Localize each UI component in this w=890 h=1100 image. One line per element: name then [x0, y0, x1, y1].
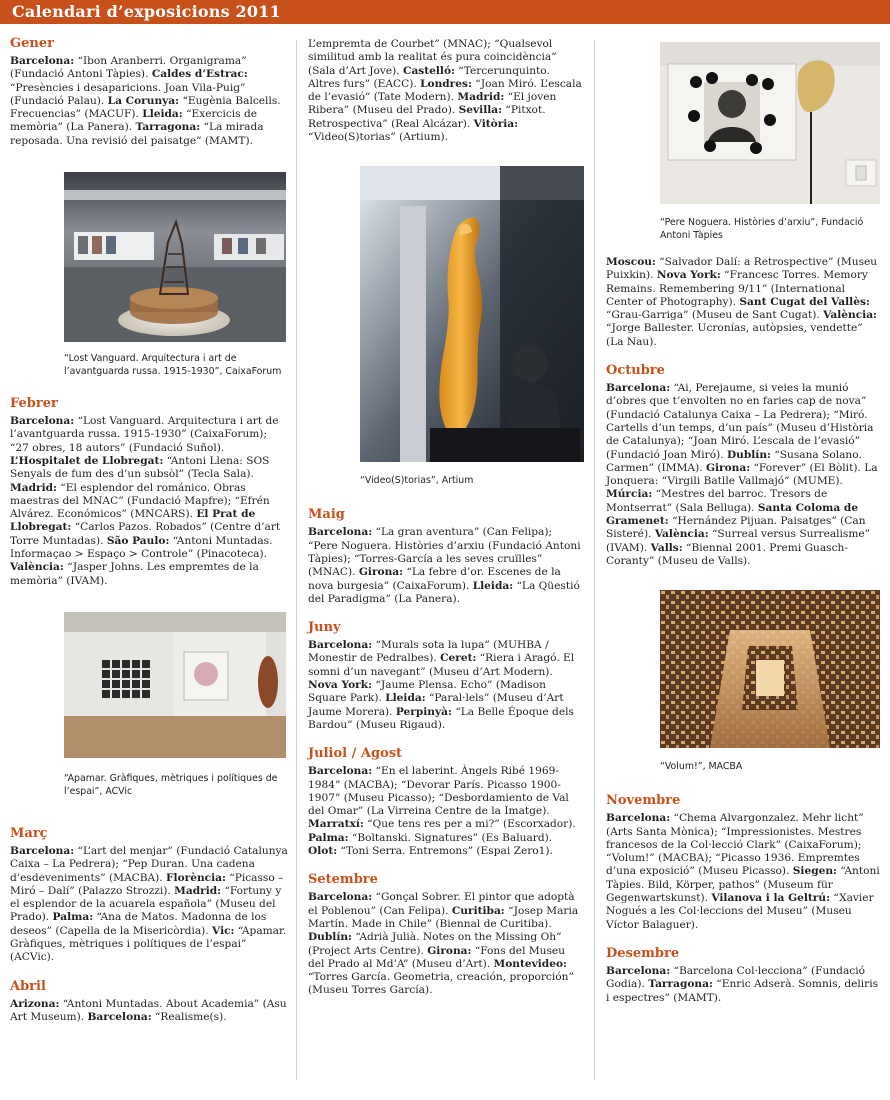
city-name: Vilanova i la Geltrú:	[711, 892, 830, 905]
exhibition-text: “La mirada reposada. Una revisió del paisatge” (MAMT).	[10, 121, 264, 147]
photo-pere-noguera	[660, 42, 880, 204]
city-name: Girona:	[705, 461, 751, 474]
month-entries-setembre-continued	[606, 256, 880, 349]
exhibition-text: “Gonçal Sobrer. El pintor que adoptà el Poblenou” (Can Felipa).	[308, 891, 575, 917]
city-name: L’Hospitalet de Llobregat:	[10, 454, 164, 467]
city-name: Caldes d’Estrac:	[151, 68, 248, 81]
city-name: Sevilla:	[458, 104, 503, 117]
city-name: Valls:	[650, 541, 683, 554]
gallery-image	[660, 590, 880, 748]
month-heading-maig: Maig	[308, 507, 345, 523]
header-bar	[0, 0, 890, 24]
exhibition-text: “Fons del Museu del Prado al Md’A” (Museu d’Art).	[308, 944, 566, 970]
exhibition-text: “Adrià Julià. Notes on the Missing Oh” (Project Arts Centre).	[308, 931, 562, 957]
gallery-image	[360, 166, 584, 462]
month-heading-novembre: Novembre	[606, 793, 681, 809]
city-name: Vitòria:	[473, 117, 519, 130]
city-name: Florència:	[166, 871, 226, 884]
city-name: Barcelona:	[606, 812, 671, 825]
city-name: Madrid:	[174, 884, 222, 897]
city-name: Barcelona:	[308, 526, 373, 539]
exhibition-text: “Josep Maria Martín. Made in Chile” (Biennal de Curitiba).	[308, 904, 579, 930]
city-name: Madrid:	[457, 91, 505, 104]
exhibition-text: “Grau-Garriga” (Museu de Sant Cugat).	[606, 309, 824, 322]
city-name: Barcelona:	[10, 415, 75, 428]
city-name: Vic:	[212, 924, 235, 937]
city-name: València:	[654, 528, 709, 541]
city-name: Marratxí:	[308, 818, 364, 831]
column-1	[10, 36, 288, 1024]
city-name: Barcelona:	[606, 382, 671, 395]
exhibition-text: “Surreal versus Surrealisme” (IVAM).	[606, 528, 871, 554]
exhibition-text: “La Qüestió del Paradigma” (La Panera).	[308, 579, 580, 605]
city-name: Palma:	[52, 911, 94, 924]
exhibition-text: “Riera i Aragó. El somni d’un navegant” (Museu d’Art Modern).	[308, 652, 575, 678]
exhibition-text: “Boltanski. Signatures” (Es Baluard).	[348, 831, 553, 844]
city-name: Nova York:	[308, 679, 372, 692]
city-name: Dublín:	[726, 448, 771, 461]
month-heading-juliol-agost: Juliol / Agost	[308, 746, 403, 762]
month-entries-gener	[10, 55, 288, 148]
city-name: Barcelona:	[308, 765, 373, 778]
city-name: Barcelona:	[87, 1010, 152, 1023]
exhibition-text: “Enric Adserà. Somnis, deliris i espectres” (MAMT).	[606, 978, 879, 1004]
city-name: Castelló:	[403, 64, 455, 77]
photo-volum	[660, 590, 880, 748]
photo-caption: “Lost Vanguard. Arquitectura i art de l’avantguarda russa. 1915-1930”, CaixaForum	[64, 353, 282, 378]
city-name: Arizona:	[10, 997, 60, 1010]
exhibition-text: “Torres García. Geometria, creación, proporción” (Museu Torres García).	[308, 971, 574, 997]
exhibition-text: “Francesc Torres. Memory Remains. Remembering 9/11” (International Center of Photography).	[606, 269, 868, 308]
exhibition-text: “Antoni Tàpies. Bild, Körper, pathos” (Museum für Gegenwartskunst).	[606, 865, 880, 905]
exhibition-text: “Murals sota la lupa” (MUHBA / Monestir de Pedralbes).	[308, 639, 549, 665]
exhibition-text: “Antoni Llena: SOS Senyals de fum des d’un subsòl” (Tecla Sala).	[10, 454, 270, 481]
exhibition-text: “Que tens res per a mi?” (Escorxador).	[363, 818, 576, 831]
month-entries-febrer	[10, 415, 288, 588]
exhibition-text: “Barcelona Col·lecciona” (Fundació Godia).	[606, 964, 865, 991]
exhibition-text: “El esplendor del románico. Obras maestras del MNAC” (Fundació Mapfre); “Efrén Alvárez. Económicos” (MNCARS).	[10, 481, 270, 521]
month-entries-novembre	[606, 812, 880, 932]
city-name: Lleida:	[385, 692, 426, 705]
exhibition-text: “Jasper Johns. Les empremtes de la memòria” (IVAM).	[10, 561, 259, 587]
month-entries-abril	[10, 998, 288, 1025]
exhibition-text: “Jaume Plensa. Echo” (Madison Square Park).	[308, 679, 546, 705]
exhibition-text: “Salvador Dalí: a Retrospective” (Museu Puixkin).	[606, 256, 878, 282]
city-name: Lleida:	[472, 579, 514, 592]
month-entries-desembre	[606, 965, 880, 1005]
photo-caption: “Video(S)torias”, Artium	[360, 475, 474, 487]
exhibition-text: “Lost Vanguard. Arquitectura i art de l’avantguarda russa. 1915-1930” (CaixaForum); “27 obres, 18 autors” (Fundació Suñol).	[10, 415, 279, 454]
exhibition-text: L’empremta de Courbet” (MNAC); “Qualsevol similitud amb la realitat és pura coincidència” (Sala d’Art Jove).	[308, 38, 557, 77]
city-name: Dublín:	[308, 931, 352, 944]
exhibition-text: “La Belle Époque dels Bardou” (Museu Rigaud).	[308, 705, 574, 731]
month-entries-marc	[10, 845, 288, 965]
city-name: Palma:	[308, 831, 349, 844]
city-name: Múrcia:	[606, 488, 653, 501]
exhibition-text: “Mestres del barroc. Tresors de Montserrat” (Sala Belluga).	[606, 488, 828, 514]
column-divider	[296, 40, 297, 1080]
city-name: Curitiba:	[451, 904, 505, 917]
exhibition-text: “Susana Solano. Carmen” (IMMA).	[606, 448, 862, 474]
city-name: Barcelona:	[308, 639, 373, 652]
city-name: València:	[10, 561, 64, 574]
exhibition-text: “Jorge Ballester. Ucronías, autòpsies, vendette” (La Nau).	[606, 322, 863, 348]
exhibition-text: “Tercerunquinto. Altres furs” (EACC).	[308, 64, 550, 90]
gallery-image	[64, 612, 286, 758]
photo-caption: “Volum!”, MACBA	[660, 761, 743, 773]
city-name: Girona:	[427, 944, 472, 957]
month-heading-febrer: Febrer	[10, 396, 58, 412]
city-name: Londres:	[420, 77, 472, 90]
city-name: La Corunya:	[107, 94, 180, 107]
month-heading-juny: Juny	[308, 620, 341, 636]
city-name: Barcelona:	[10, 55, 75, 67]
exhibition-text: “Exercicis de memòria” (La Panera).	[10, 108, 258, 134]
month-entries-setembre	[308, 891, 584, 997]
exhibition-text: “En el laberint. Àngels Ribé 1969-1984” (MACBA); “Devorar París. Picasso 1900-1907” (Museu Picasso); “Desbordamiento de Val del Omar” (La Virreina Centre de la Imatge).	[308, 765, 569, 818]
city-name: València:	[823, 309, 877, 322]
city-name: Barcelona:	[606, 964, 671, 977]
exhibition-text: “La gran aventura” (Can Felipa); “Pere Noguera. Històries d’arxiu (Fundació Antoni Tàpies); “Torres-García a les seves cruïlles” (MNAC).	[308, 526, 581, 579]
exhibition-text: “Antoni Muntadas. About Academia” (Asu Art Museum).	[10, 997, 287, 1023]
exhibition-text: “Chema Alvargonzalez. Mehr licht” (Arts Santa Mònica); “Impressionistes. Mestres francesos de la Col·lecció Clark” (CaixaForum); “Volum!” (MACBA); “Picasso 1936. Empremtes d’una exposició” (Museu Picasso).	[606, 812, 864, 878]
city-name: Ceret:	[440, 652, 477, 665]
page-title: Calendari d’exposicions 2011	[12, 2, 281, 21]
exhibition-text: “Hernández Pijuan. Paisatges” (Can Sisteré).	[606, 515, 866, 541]
month-heading-setembre: Setembre	[308, 872, 378, 888]
city-name: Tarragona:	[648, 978, 713, 991]
city-name: Siegen:	[792, 865, 837, 878]
exhibition-text: “Ana de Matos. Madonna de los deseos” (Capella de la Misericòrdia).	[10, 911, 267, 937]
city-name: Barcelona:	[10, 844, 75, 857]
month-entries-juliol-agost	[308, 765, 584, 858]
exhibition-text: “La febre d’or. Escenes de la nova burgesia” (CaixaForum).	[308, 566, 561, 592]
month-heading-abril: Abril	[10, 978, 46, 994]
city-name: Madrid:	[10, 481, 57, 494]
city-name: Barcelona:	[308, 891, 373, 904]
exhibition-text: “Fortuny y el esplendor de la acuarela española” (Museu del Prado).	[10, 884, 282, 924]
city-name: Montevideo:	[493, 957, 567, 970]
exhibition-text: “Biennal 2001. Premi Guasch-Coranty” (Museu de Valls).	[606, 541, 848, 567]
city-name: Olot:	[308, 845, 338, 858]
city-name: Girona:	[358, 566, 404, 579]
exhibition-text: “Eugènia Balcells. Frecuencias” (MACUF).	[10, 94, 281, 121]
gallery-image	[660, 42, 880, 204]
month-heading-gener: Gener	[10, 36, 54, 51]
month-entries-maig	[308, 526, 584, 606]
exhibition-text: “Apamar. Gràfiques, mètriques i polítiques de l’espai” (ACVic).	[10, 924, 287, 964]
exhibition-text: “Ibon Aranberri. Organigrama” (Fundació Antoni Tàpies).	[10, 55, 247, 81]
city-name: Moscou:	[606, 256, 656, 268]
exhibition-text: “Xavier Nogués a les Col·leccions del Museu” (Museu Víctor Balaguer).	[606, 892, 874, 931]
exhibition-text: “Carlos Pazos. Robados” (Centre d’art Torre Muntadas).	[10, 521, 281, 547]
exhibition-text: “Video(S)torias” (Artium).	[308, 131, 448, 144]
exhibition-text: “Realisme(s).	[151, 1010, 227, 1023]
city-name: El Prat de Llobregat:	[10, 508, 256, 534]
month-heading-octubre: Octubre	[606, 363, 665, 379]
city-name: Tarragona:	[135, 121, 201, 134]
exhibition-text: “Pitxot. Retrospectiva” (Real Alcázar).	[308, 104, 546, 130]
exhibition-text: “Forever” (El Bòlit). La Jonquera: “Virgili Batlle Vallmajó” (MUME).	[606, 461, 878, 488]
exhibition-text: “Joan Miró. L’escala de l’evasió” (Tate Modern).	[308, 77, 582, 104]
photo-caption: “Pere Noguera. Històries d’arxiu”, Fundació Antoni Tàpies	[660, 217, 864, 241]
city-name: Perpinyà:	[395, 705, 452, 718]
exhibition-text: “Paral·lels” (Museu d’Art Jaume Morera).	[308, 692, 564, 718]
exhibition-text: “Picasso – Miró – Dalí” (Palazzo Strozzi).	[10, 871, 284, 897]
exhibition-text: “Presències i desaparicions. Joan Vila-Puig” (Fundació Palau).	[10, 81, 246, 107]
city-name: Lleida:	[142, 108, 183, 121]
column-2	[308, 36, 584, 998]
exhibition-text: “Toni Serra. Entremons” (Espai Zero1).	[337, 845, 553, 858]
month-heading-desembre: Desembre	[606, 945, 680, 961]
photo-lost-vanguard	[64, 172, 286, 342]
city-name: Sant Cugat del Vallès:	[739, 295, 870, 308]
column-3	[606, 36, 880, 1005]
column-divider	[594, 40, 595, 1080]
city-name: Santa Coloma de Gramenet:	[606, 501, 859, 528]
month-entries-octubre	[606, 382, 880, 568]
city-name: Nova York:	[656, 269, 721, 282]
city-name: São Paulo:	[106, 534, 170, 547]
photo-apamar	[64, 612, 286, 758]
photo-caption: “Apamar. Gràfiques, mètriques i polítiques de l’espai”, ACVic	[64, 772, 278, 797]
exhibition-text: “L’art del menjar” (Fundació Catalunya Caixa – La Pedrera); “Pep Duran. Una cadena d’esdeveniments” (MACBA).	[10, 844, 288, 884]
month-entries-juny	[308, 639, 584, 732]
gallery-image	[64, 172, 286, 342]
exhibition-text: “Ai, Perejaume, si veies la munió d’obres que t’envolten no en faries cap de nova” (Fundació Catalunya Caixa – La Pedrera); “Miró. Cartells d’un temps, d’un país” (Museu d’Història de Catalunya); “Joan Miró. L’escala de l’evasió” (Fundació Joan Miró).	[606, 382, 874, 461]
photo-video-storias	[360, 166, 584, 462]
month-heading-marc: Març	[10, 825, 48, 841]
exhibition-text: “Antoni Muntadas. Informaçao > Espaço > Controle” (Pinacoteca).	[10, 534, 273, 561]
exhibition-text: “El joven Ribera” (Museu del Prado).	[308, 91, 557, 117]
month-entries-abril-continued	[308, 38, 584, 144]
